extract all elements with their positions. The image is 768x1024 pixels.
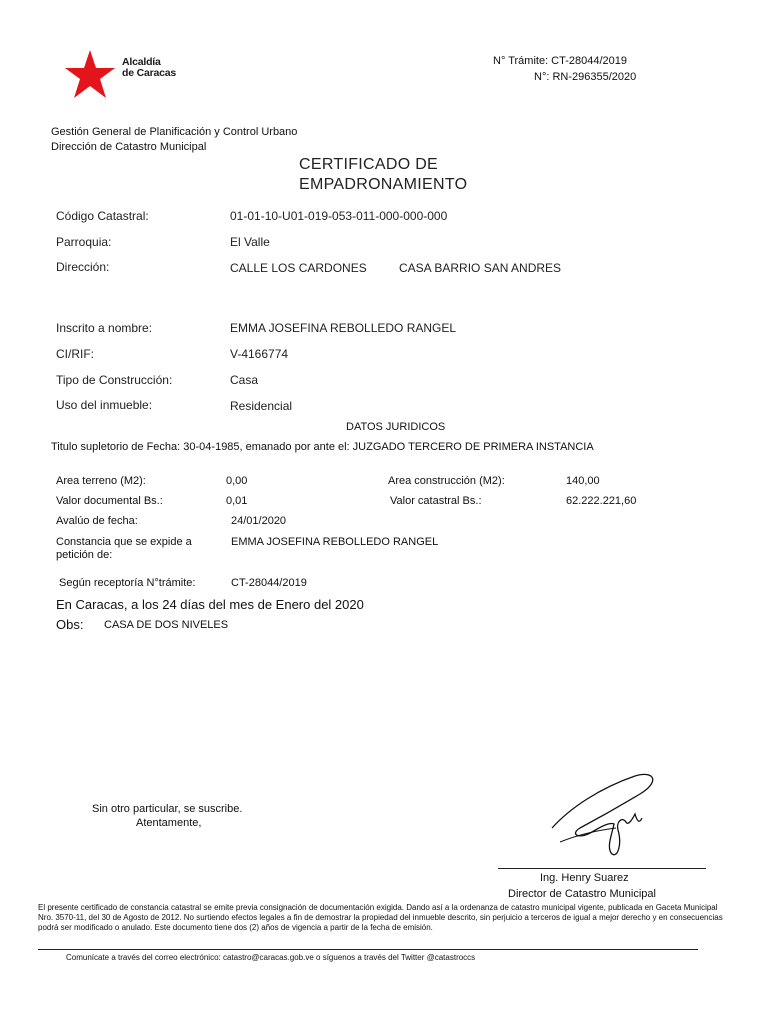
- parroquia-label: Parroquia:: [56, 235, 112, 249]
- document-title-line2: EMPADRONAMIENTO: [299, 176, 468, 193]
- direccion-value-street: CALLE LOS CARDONES: [230, 261, 367, 275]
- valor-documental-label: Valor documental Bs.:: [56, 495, 163, 507]
- red-star-icon: [64, 48, 116, 100]
- uso-inmueble-label: Uso del inmueble:: [56, 398, 153, 412]
- direccion-label: Dirección:: [56, 260, 110, 274]
- tramite-number: N° Trámite: CT-28044/2019: [493, 55, 628, 67]
- receptoria-value: CT-28044/2019: [231, 577, 307, 589]
- document-title-line1: CERTIFICADO DE: [299, 156, 439, 173]
- footer-contact: Comunícate a través del correo electrónico: catastro@caracas.gob.ve o síguenos a través del Twitter @catastroccs: [66, 953, 476, 962]
- uso-inmueble-value: Residencial: [230, 399, 293, 413]
- legal-notice: El presente certificado de constancia catastral se emite previa consignación de documentación exigida. Dando así a la ordenanza de catastro municipal vigente, publicada en Gaceta Municipal Nro. 3570-11, del 30 de Agosto de 2012. No surtiendo efectos legales a fin de demostrar la propiedad del inmueble descrito, sin perjuicio a terceros de igual a mejor derecho y en consecuencias podrá ser modificado o anulado. Este documento tiene dos (2) años de vigencia a partir de la fecha de emisión.: [38, 903, 723, 932]
- datos-juridicos-heading: DATOS JURIDICOS: [346, 421, 446, 433]
- fecha-caracas: En Caracas, a los 24 días del mes de Enero del 2020: [56, 597, 364, 612]
- tipo-construccion-value: Casa: [230, 373, 259, 387]
- constancia-value: EMMA JOSEFINA REBOLLEDO RANGEL: [231, 536, 439, 548]
- avaluo-value: 24/01/2020: [231, 515, 287, 527]
- area-terreno-label: Area terreno (M2):: [56, 475, 146, 487]
- closing-line2: Atentamente,: [136, 817, 202, 829]
- footer-divider: [38, 949, 698, 950]
- obs-label: Obs:: [56, 617, 84, 632]
- logo-text: [122, 57, 176, 79]
- parroquia-value: El Valle: [230, 235, 270, 249]
- obs-value: CASA DE DOS NIVELES: [104, 619, 229, 631]
- inscrito-label: Inscrito a nombre:: [56, 321, 153, 335]
- signer-name: Ing. Henry Suarez: [540, 872, 629, 884]
- cirif-label: CI/RIF:: [56, 347, 94, 361]
- registro-number: N°: RN-296355/2020: [534, 71, 637, 83]
- direccion-value-house: CASA BARRIO SAN ANDRES: [399, 261, 562, 275]
- constancia-label-line1: Constancia que se expide a: [56, 536, 192, 548]
- closing-line1: Sin otro particular, se suscribe.: [92, 803, 243, 815]
- signer-title: Director de Catastro Municipal: [508, 888, 656, 900]
- handwritten-signature: [540, 768, 670, 863]
- codigo-catastral-value: 01-01-10-U01-019-053-011-000-000-000: [230, 209, 448, 223]
- avaluo-label: Avalúo de fecha:: [56, 515, 138, 527]
- tipo-construccion-label: Tipo de Construcción:: [56, 373, 173, 387]
- valor-catastral-label: Valor catastral Bs.:: [390, 495, 482, 507]
- logo-line2: de Caracas: [122, 67, 177, 79]
- org-line2: Dirección de Catastro Municipal: [51, 141, 207, 153]
- valor-catastral-value: 62.222.221,60: [566, 495, 637, 507]
- org-line1: Gestión General de Planificación y Control Urbano: [51, 126, 298, 138]
- logo-line1: Alcaldía: [122, 56, 161, 68]
- area-construccion-label: Area construcción (M2):: [388, 475, 505, 487]
- alcaldia-logo: [64, 48, 194, 100]
- valor-documental-value: 0,01: [226, 495, 248, 507]
- codigo-catastral-label: Código Catastral:: [56, 209, 149, 223]
- signature-line: [498, 868, 706, 869]
- area-terreno-value: 0,00: [226, 475, 248, 487]
- receptoria-label: Según receptoría N°trámite:: [59, 577, 196, 589]
- cirif-value: V-4166774: [230, 347, 289, 361]
- inscrito-value: EMMA JOSEFINA REBOLLEDO RANGEL: [230, 321, 457, 335]
- constancia-label-line2: petición de:: [56, 549, 113, 561]
- area-construccion-value: 140,00: [566, 475, 600, 487]
- titulo-supletorio: Titulo supletorio de Fecha: 30-04-1985, emanado por ante el: JUZGADO TERCERO DE PRIMERA INSTANCIA: [51, 441, 594, 453]
